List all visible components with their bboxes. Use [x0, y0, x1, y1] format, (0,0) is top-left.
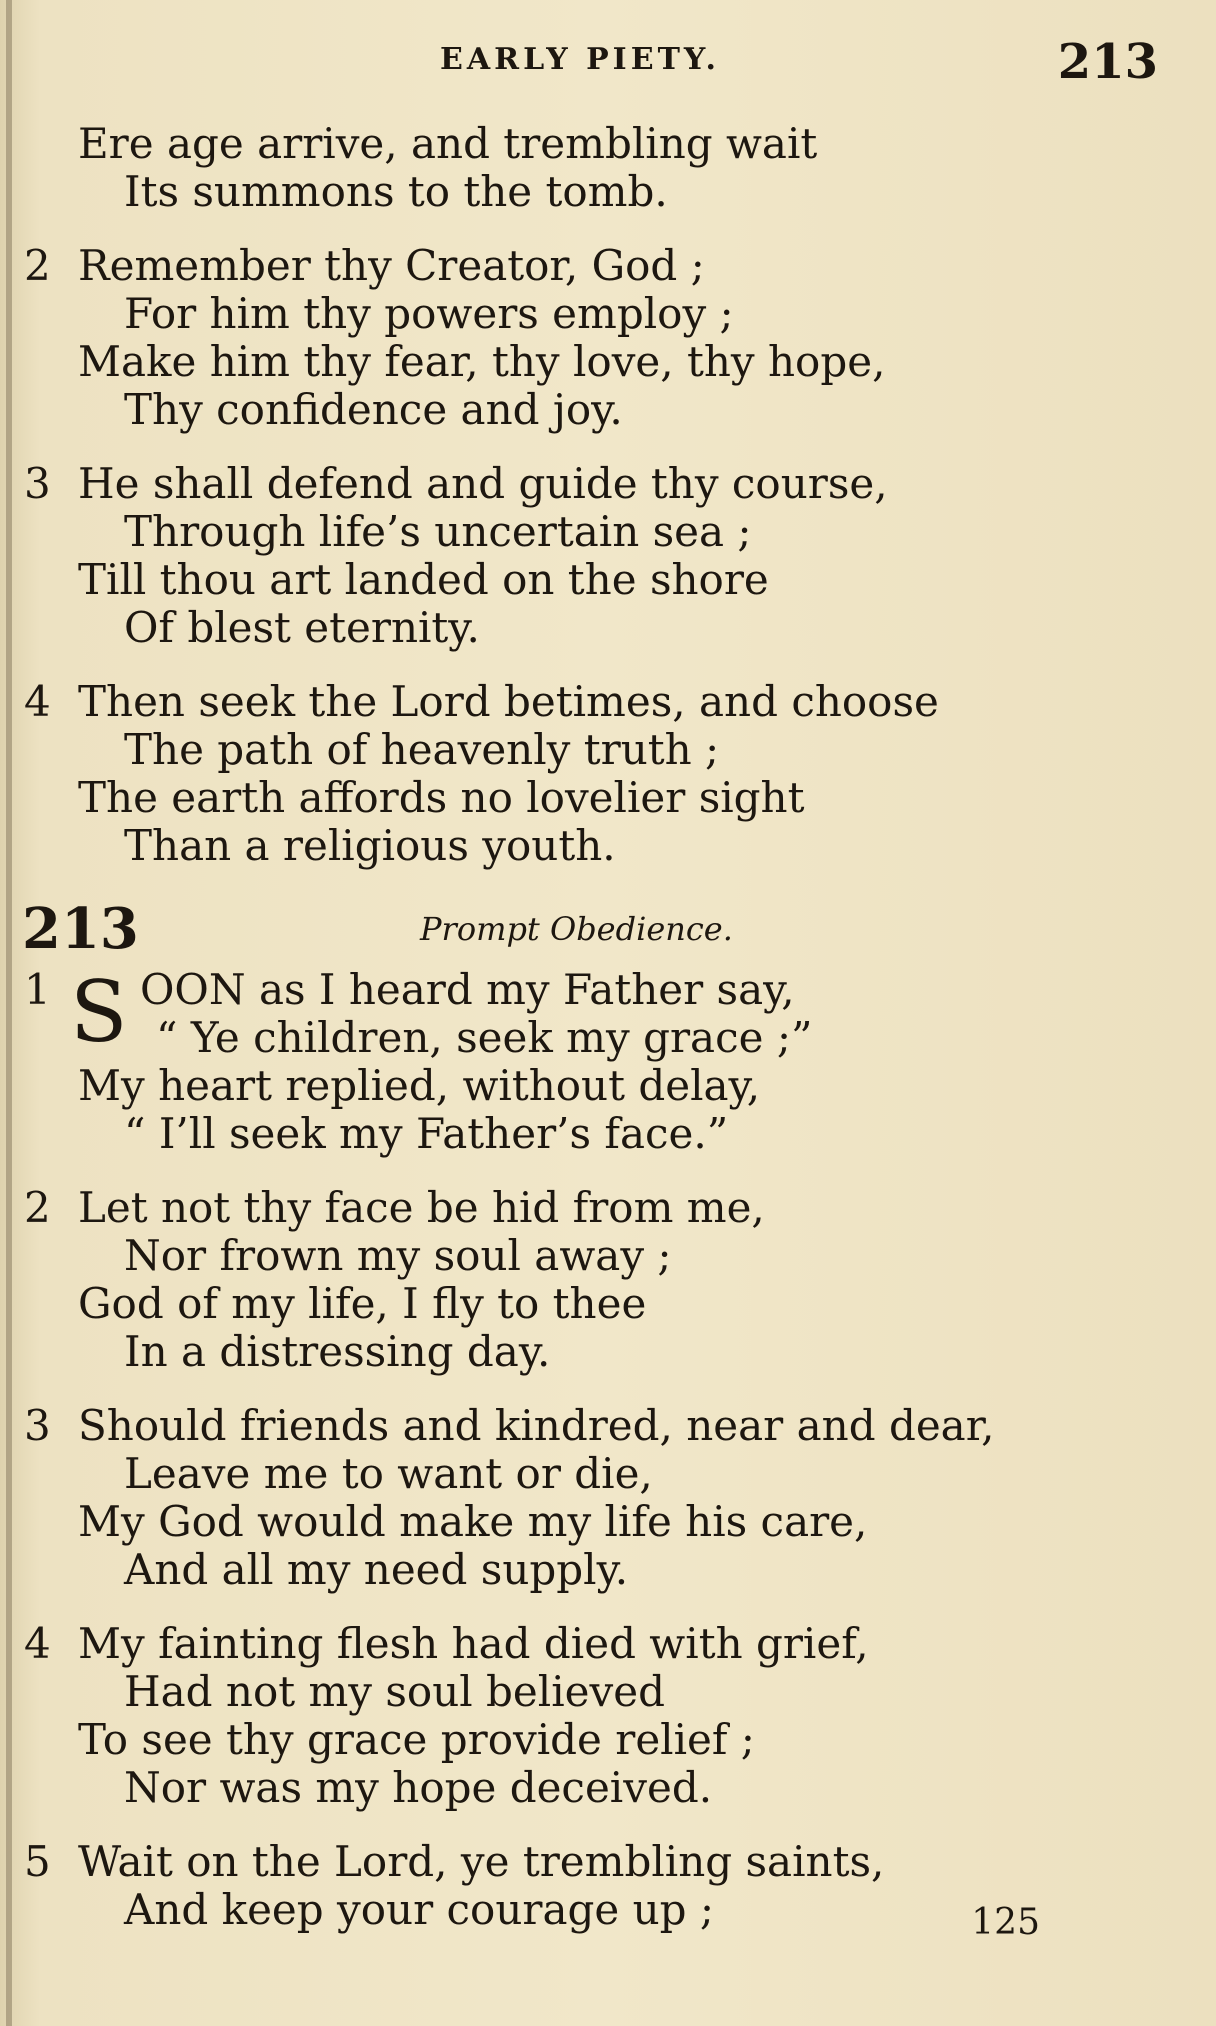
- verse-line: 4 Then seek the Lord betimes, and choose: [24, 677, 939, 726]
- verse-line: 1 S OON as I heard my Father say,: [24, 963, 795, 1061]
- verse-line: Till thou art landed on the shore: [78, 555, 769, 604]
- stanza-3: [0, 1402, 1216, 1594]
- stanza-2: [0, 1184, 1216, 1376]
- verse-line: Thy confidence and joy.: [124, 385, 623, 434]
- verse-line: Make him thy fear, thy love, thy hope,: [78, 337, 886, 386]
- verse-line: 3 He shall defend and guide thy course,: [24, 459, 888, 508]
- stanza-1: [0, 963, 1216, 1158]
- stanza-continued-4: [0, 678, 1216, 870]
- verse-line: To see thy grace provide relief ;: [78, 1715, 755, 1764]
- verse-line: And all my need supply.: [124, 1545, 629, 1594]
- hymn-heading: [0, 896, 1216, 966]
- verse-line: My God would make my life his care,: [78, 1497, 868, 1546]
- verse-line: My heart replied, without delay,: [78, 1061, 761, 1110]
- verse-line: The path of heavenly truth ;: [124, 725, 720, 774]
- verse-line: Of blest eternity.: [124, 603, 480, 652]
- verse-line: 5 Wait on the Lord, ye trembling saints,: [24, 1837, 885, 1886]
- stanza-number: 3: [24, 1401, 51, 1450]
- stanza-number: 4: [24, 677, 51, 726]
- page-number: 213: [1057, 34, 1158, 90]
- verse-line: 2 Let not thy face be hid from me,: [24, 1183, 765, 1232]
- verse-line: And keep your courage up ;: [124, 1885, 715, 1934]
- verse-line: Through life’s uncertain sea ;: [124, 507, 752, 556]
- stanza-continued-2: [0, 242, 1216, 434]
- stanza-number: 1: [24, 965, 51, 1014]
- stanza-number: 5: [24, 1837, 51, 1886]
- verse-line: Than a religious youth.: [124, 821, 616, 870]
- page-content: [0, 120, 1216, 1960]
- verse-line: For him thy powers employ ;: [124, 289, 734, 338]
- stanza-continued-3: [0, 460, 1216, 652]
- verse-line: In a distressing day.: [124, 1327, 551, 1376]
- verse-line: 3 Should friends and kindred, near and dear,: [24, 1401, 995, 1450]
- verse-line: Nor was my hope deceived.: [124, 1763, 713, 1812]
- signature-mark: 125: [971, 1902, 1040, 1943]
- stanza-number: 4: [24, 1619, 51, 1668]
- verse-line: “ Ye children, seek my grace ;”: [156, 1013, 813, 1062]
- hymn-title: Prompt Obedience.: [420, 910, 733, 948]
- drop-cap: S: [70, 963, 128, 1061]
- stanza-continued-1: [0, 120, 1216, 216]
- stanza-4: [0, 1620, 1216, 1812]
- verse-line: Ere age arrive, and trembling wait: [78, 119, 818, 168]
- verse-line: Nor frown my soul away ;: [124, 1231, 672, 1280]
- verse-line: God of my life, I fly to thee: [78, 1279, 647, 1328]
- verse-line: Had not my soul believed: [124, 1667, 665, 1716]
- verse-line: 4 My fainting flesh had died with grief,: [24, 1619, 869, 1668]
- stanza-number: 3: [24, 459, 51, 508]
- stanza-number: 2: [24, 1183, 51, 1232]
- verse-line: Leave me to want or die,: [124, 1449, 653, 1498]
- stanza-number: 2: [24, 241, 51, 290]
- hymn-number: 213: [22, 896, 139, 962]
- page-header: [0, 34, 1216, 94]
- verse-line: Its summons to the tomb.: [124, 167, 668, 216]
- verse-line: The earth affords no lovelier sight: [78, 773, 805, 822]
- verse-line: “ I’ll seek my Father’s face.”: [124, 1109, 729, 1158]
- verse-line: 2 Remember thy Creator, God ;: [24, 241, 705, 290]
- running-head: EARLY PIETY.: [440, 42, 720, 77]
